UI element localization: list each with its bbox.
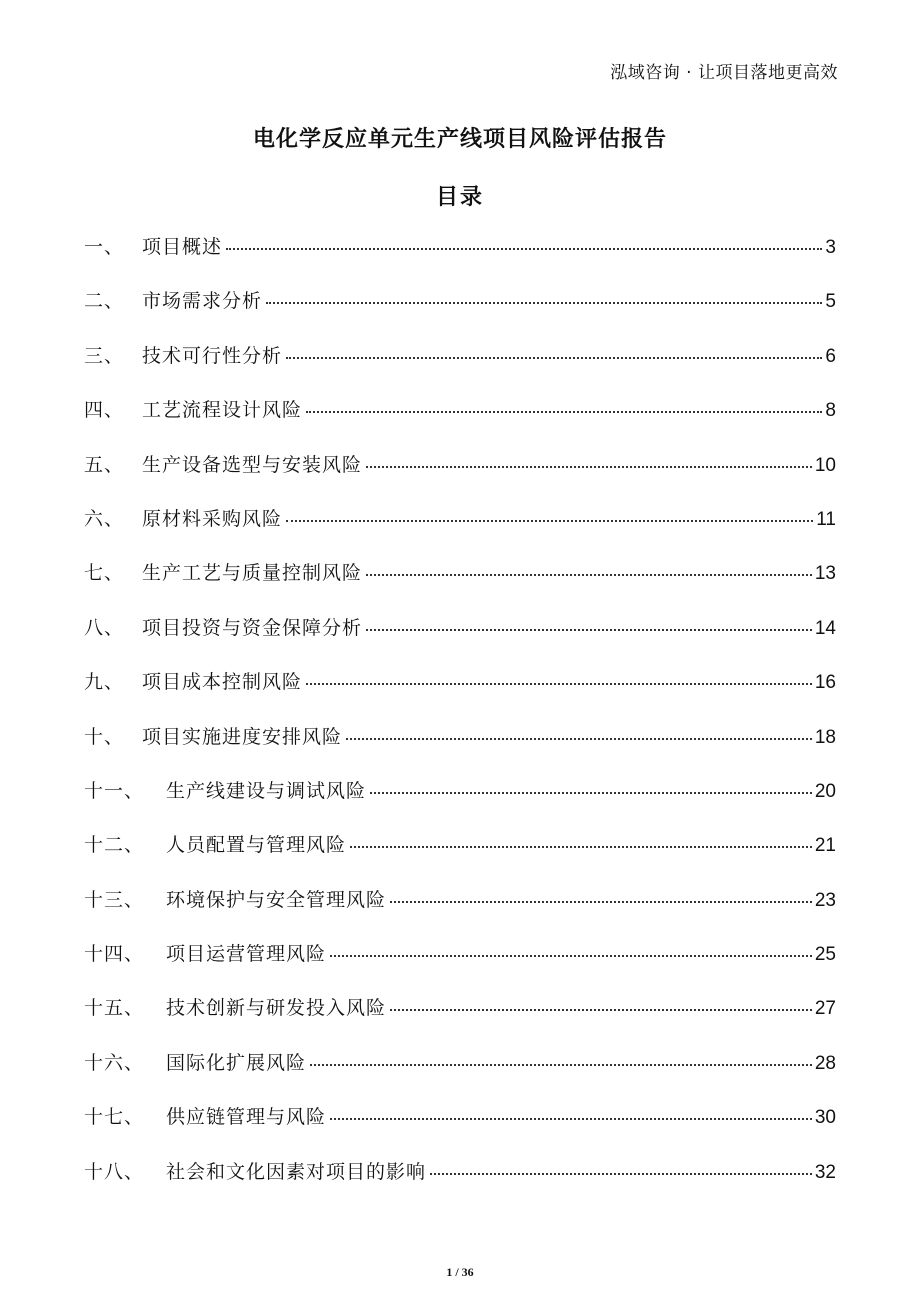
toc-entry-page-number[interactable]: 13 bbox=[814, 563, 836, 585]
toc-entry-page-number[interactable]: 3 bbox=[825, 237, 836, 258]
toc-dot-leader bbox=[306, 683, 812, 685]
toc-dot-leader bbox=[266, 302, 822, 304]
toc-entry-title[interactable]: 技术创新与研发投入风险 bbox=[166, 997, 387, 1020]
toc-entry-title[interactable]: 供应链管理与风险 bbox=[166, 1106, 327, 1129]
toc-entry-title[interactable]: 生产设备选型与安装风险 bbox=[142, 453, 363, 476]
toc-entry-number: 四、 bbox=[84, 399, 125, 422]
toc-entry-number: 十二、 bbox=[84, 834, 145, 857]
toc-entry[interactable] bbox=[84, 613, 836, 667]
toc-entry-title[interactable]: 环境保护与安全管理风险 bbox=[166, 888, 387, 911]
toc-entry-page-number[interactable]: 32 bbox=[814, 1161, 836, 1183]
toc-dot-leader bbox=[390, 1009, 812, 1011]
toc-entry[interactable] bbox=[84, 885, 836, 939]
toc-entry-title[interactable]: 生产工艺与质量控制风险 bbox=[142, 562, 363, 585]
toc-entry-number: 二、 bbox=[84, 290, 125, 313]
toc-dot-leader bbox=[350, 846, 812, 848]
page-number-footer: 1 / 36 bbox=[446, 1265, 474, 1279]
page-header-tagline: 泓域咨询 · 让项目落地更高效 bbox=[610, 63, 838, 83]
toc-entry-page-number[interactable]: 6 bbox=[825, 345, 836, 367]
toc-entry-page-number[interactable]: 5 bbox=[825, 291, 836, 313]
toc-entry-title[interactable]: 国际化扩展风险 bbox=[166, 1051, 307, 1074]
toc-dot-leader bbox=[370, 792, 812, 794]
toc-entry[interactable] bbox=[84, 1048, 836, 1102]
toc-dot-leader bbox=[366, 466, 812, 468]
toc-entry[interactable] bbox=[84, 450, 836, 504]
toc-entry-title[interactable]: 技术可行性分析 bbox=[142, 344, 283, 367]
toc-entry-title[interactable]: 社会和文化因素对项目的影响 bbox=[166, 1160, 427, 1183]
toc-dot-leader bbox=[306, 411, 822, 413]
toc-entry-number: 十六、 bbox=[84, 1051, 145, 1074]
toc-dot-leader bbox=[366, 574, 812, 576]
toc-entry[interactable] bbox=[84, 286, 836, 340]
toc-dot-leader bbox=[366, 629, 812, 631]
toc-entry-title[interactable]: 项目成本控制风险 bbox=[142, 671, 303, 694]
toc-entry-page-number[interactable]: 27 bbox=[814, 998, 836, 1020]
toc-entry-page-number[interactable]: 11 bbox=[816, 508, 836, 530]
toc-entry-number: 八、 bbox=[84, 616, 125, 639]
toc-entry-page-number[interactable]: 18 bbox=[814, 726, 836, 748]
toc-entry-number: 十、 bbox=[84, 725, 125, 748]
toc-entry-page-number[interactable]: 30 bbox=[814, 1107, 836, 1129]
toc-entry-number: 十四、 bbox=[84, 943, 145, 966]
toc-entry-number: 一、 bbox=[84, 236, 125, 258]
toc-entry[interactable] bbox=[84, 1157, 836, 1211]
toc-entry-number: 六、 bbox=[84, 507, 125, 530]
toc-entry[interactable] bbox=[84, 1102, 836, 1156]
toc-entry-page-number[interactable]: 25 bbox=[814, 944, 836, 966]
toc-entry-number: 七、 bbox=[84, 562, 125, 585]
toc-dot-leader bbox=[430, 1173, 812, 1175]
toc-entry[interactable] bbox=[84, 667, 836, 721]
toc-entry-number: 十三、 bbox=[84, 888, 145, 911]
toc-entry-number: 九、 bbox=[84, 671, 125, 694]
toc-entry-title[interactable]: 项目实施进度安排风险 bbox=[142, 725, 343, 748]
toc-dot-leader bbox=[286, 357, 822, 359]
table-of-contents bbox=[84, 232, 836, 1211]
toc-entry-page-number[interactable]: 14 bbox=[814, 617, 836, 639]
toc-entry-page-number[interactable]: 20 bbox=[814, 780, 836, 802]
toc-entry-number: 三、 bbox=[84, 344, 125, 367]
toc-entry-page-number[interactable]: 10 bbox=[814, 454, 836, 476]
toc-entry-number: 十一、 bbox=[84, 779, 145, 802]
document-title: 电化学反应单元生产线项目风险评估报告 bbox=[252, 127, 667, 152]
toc-entry[interactable] bbox=[84, 939, 836, 993]
toc-dot-leader bbox=[390, 901, 812, 903]
toc-dot-leader bbox=[330, 955, 812, 957]
toc-entry[interactable] bbox=[84, 776, 836, 830]
toc-entry-title[interactable]: 项目概述 bbox=[142, 236, 223, 258]
toc-dot-leader bbox=[286, 520, 813, 522]
toc-entry[interactable] bbox=[84, 341, 836, 395]
toc-entry[interactable] bbox=[84, 722, 836, 776]
toc-entry[interactable] bbox=[84, 830, 836, 884]
toc-entry-title[interactable]: 项目投资与资金保障分析 bbox=[142, 616, 363, 639]
toc-heading: 目录 bbox=[435, 185, 484, 210]
toc-dot-leader bbox=[310, 1064, 812, 1066]
toc-entry-title[interactable]: 市场需求分析 bbox=[142, 290, 263, 313]
toc-entry-number: 十五、 bbox=[84, 997, 145, 1020]
toc-entry[interactable] bbox=[84, 504, 836, 558]
toc-entry[interactable] bbox=[84, 232, 836, 286]
toc-entry[interactable] bbox=[84, 993, 836, 1047]
toc-entry-number: 五、 bbox=[84, 453, 125, 476]
toc-dot-leader bbox=[330, 1118, 812, 1120]
toc-entry[interactable] bbox=[84, 395, 836, 449]
toc-entry-number: 十七、 bbox=[84, 1106, 145, 1129]
toc-entry[interactable] bbox=[84, 558, 836, 612]
toc-entry-title[interactable]: 生产线建设与调试风险 bbox=[166, 779, 367, 802]
toc-entry-page-number[interactable]: 8 bbox=[825, 400, 836, 422]
toc-entry-page-number[interactable]: 21 bbox=[814, 835, 836, 857]
toc-dot-leader bbox=[226, 248, 822, 250]
toc-entry-page-number[interactable]: 28 bbox=[814, 1052, 836, 1074]
toc-dot-leader bbox=[346, 738, 812, 740]
toc-entry-title[interactable]: 项目运营管理风险 bbox=[166, 943, 327, 966]
toc-entry-title[interactable]: 工艺流程设计风险 bbox=[142, 399, 303, 422]
toc-entry-title[interactable]: 人员配置与管理风险 bbox=[166, 834, 347, 857]
toc-entry-page-number[interactable]: 23 bbox=[814, 889, 836, 911]
toc-entry-number: 十八、 bbox=[84, 1160, 145, 1183]
toc-entry-page-number[interactable]: 16 bbox=[814, 672, 836, 694]
toc-entry-title[interactable]: 原材料采购风险 bbox=[142, 507, 283, 530]
